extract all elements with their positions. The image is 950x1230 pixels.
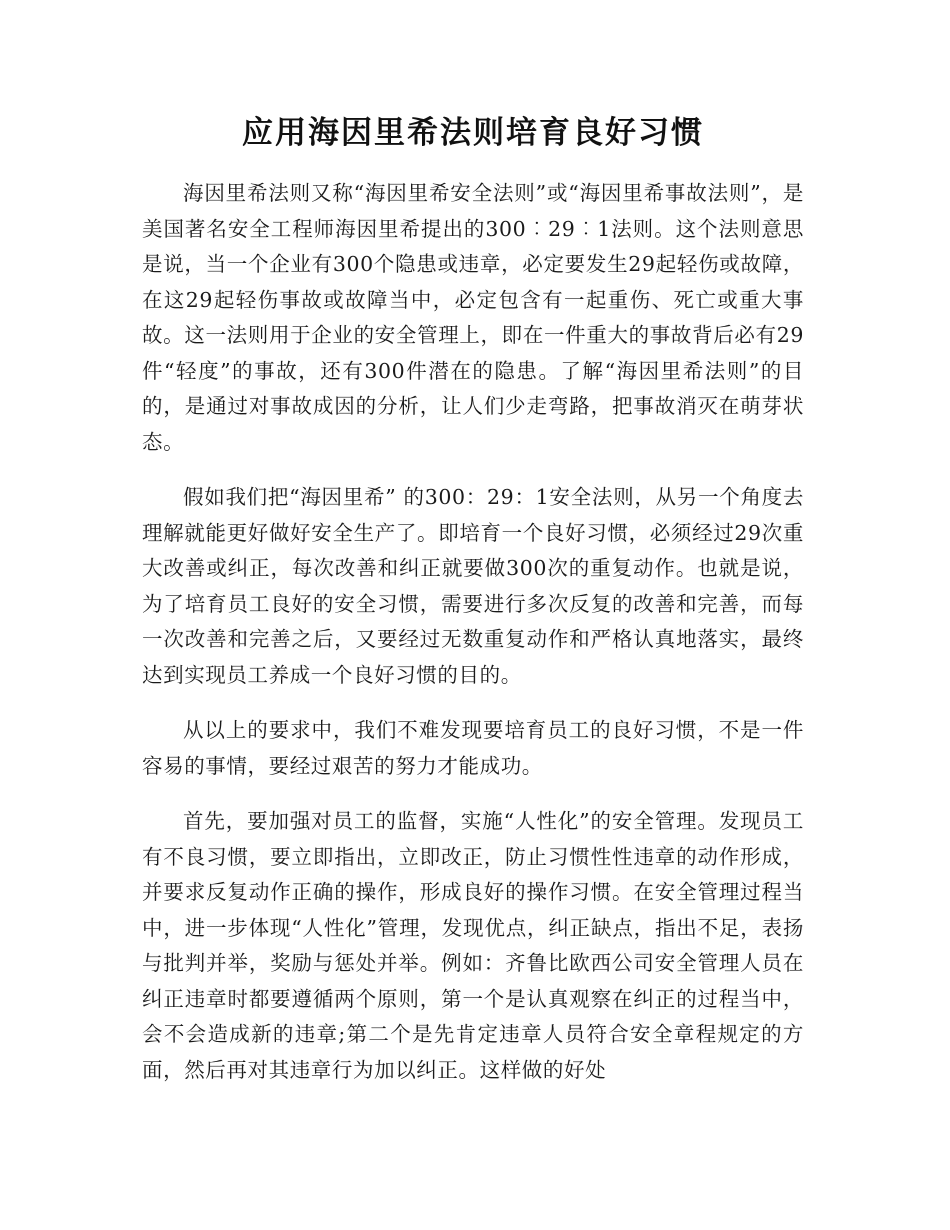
paragraph-habit-formation: 假如我们把“海因里希” 的300：29：1安全法则，从另一个角度去理解就能更好做好安全生产了。即培育一个良好习惯，必须经过29次重大改善或纠正，每次改善和纠正就要做300次的重复动作。也就是说，为了培育员工良好的安全习惯，需要进行多次反复的改善和完善，而每一次改善和完善之后，又要经过无数重复动作和严格认真地落实，最终达到实现员工养成一个良好习惯的目的。 [142,485,804,687]
paragraph-supervision: 首先，要加强对员工的监督，实施“人性化”的安全管理。发现员工有不良习惯，要立即指出，立即改正，防止习惯性性违章的动作形成，并要求反复动作正确的操作，形成良好的操作习惯。在安全管理过程当中，进一步体现“人性化”管理，发现优点，纠正缺点，指出不足，表扬与批判并举，奖励与惩处并举。例如：齐鲁比欧西公司安全管理人员在纠正违章时都要遵循两个原则，第一个是认真观察在纠正的过程当中，会不会造成新的违章;第二个是先肯定违章人员符合安全章程规定的方面，然后再对其违章行为加以纠正。这样做的好处 [142,809,804,1082]
paragraph-requirements: 从以上的要求中，我们不难发现要培育员工的良好习惯，不是一件容易的事情，要经过艰苦的努力才能成功。 [142,718,804,778]
paragraph-heinrich-law: 海因里希法则又称“海因里希安全法则”或“海因里希事故法则”，是美国著名安全工程师海因里希提出的300︰29︰1法则。这个法则意思是说，当一个企业有300个隐患或违章，必定要发生29起轻伤或故障，在这29起轻伤事故或故障当中，必定包含有一起重伤、死亡或重大事故。这一法则用于企业的安全管理上，即在一件重大的事故背后必有29件“轻度”的事故，还有300件潜在的隐患。了解“海因里希法则”的目的，是通过对事故成因的分析，让人们少走弯路，把事故消灭在萌芽状态。 [142,181,804,454]
document-title: 应用海因里希法则培育良好习惯 [242,115,704,151]
document-page [142,112,804,1108]
